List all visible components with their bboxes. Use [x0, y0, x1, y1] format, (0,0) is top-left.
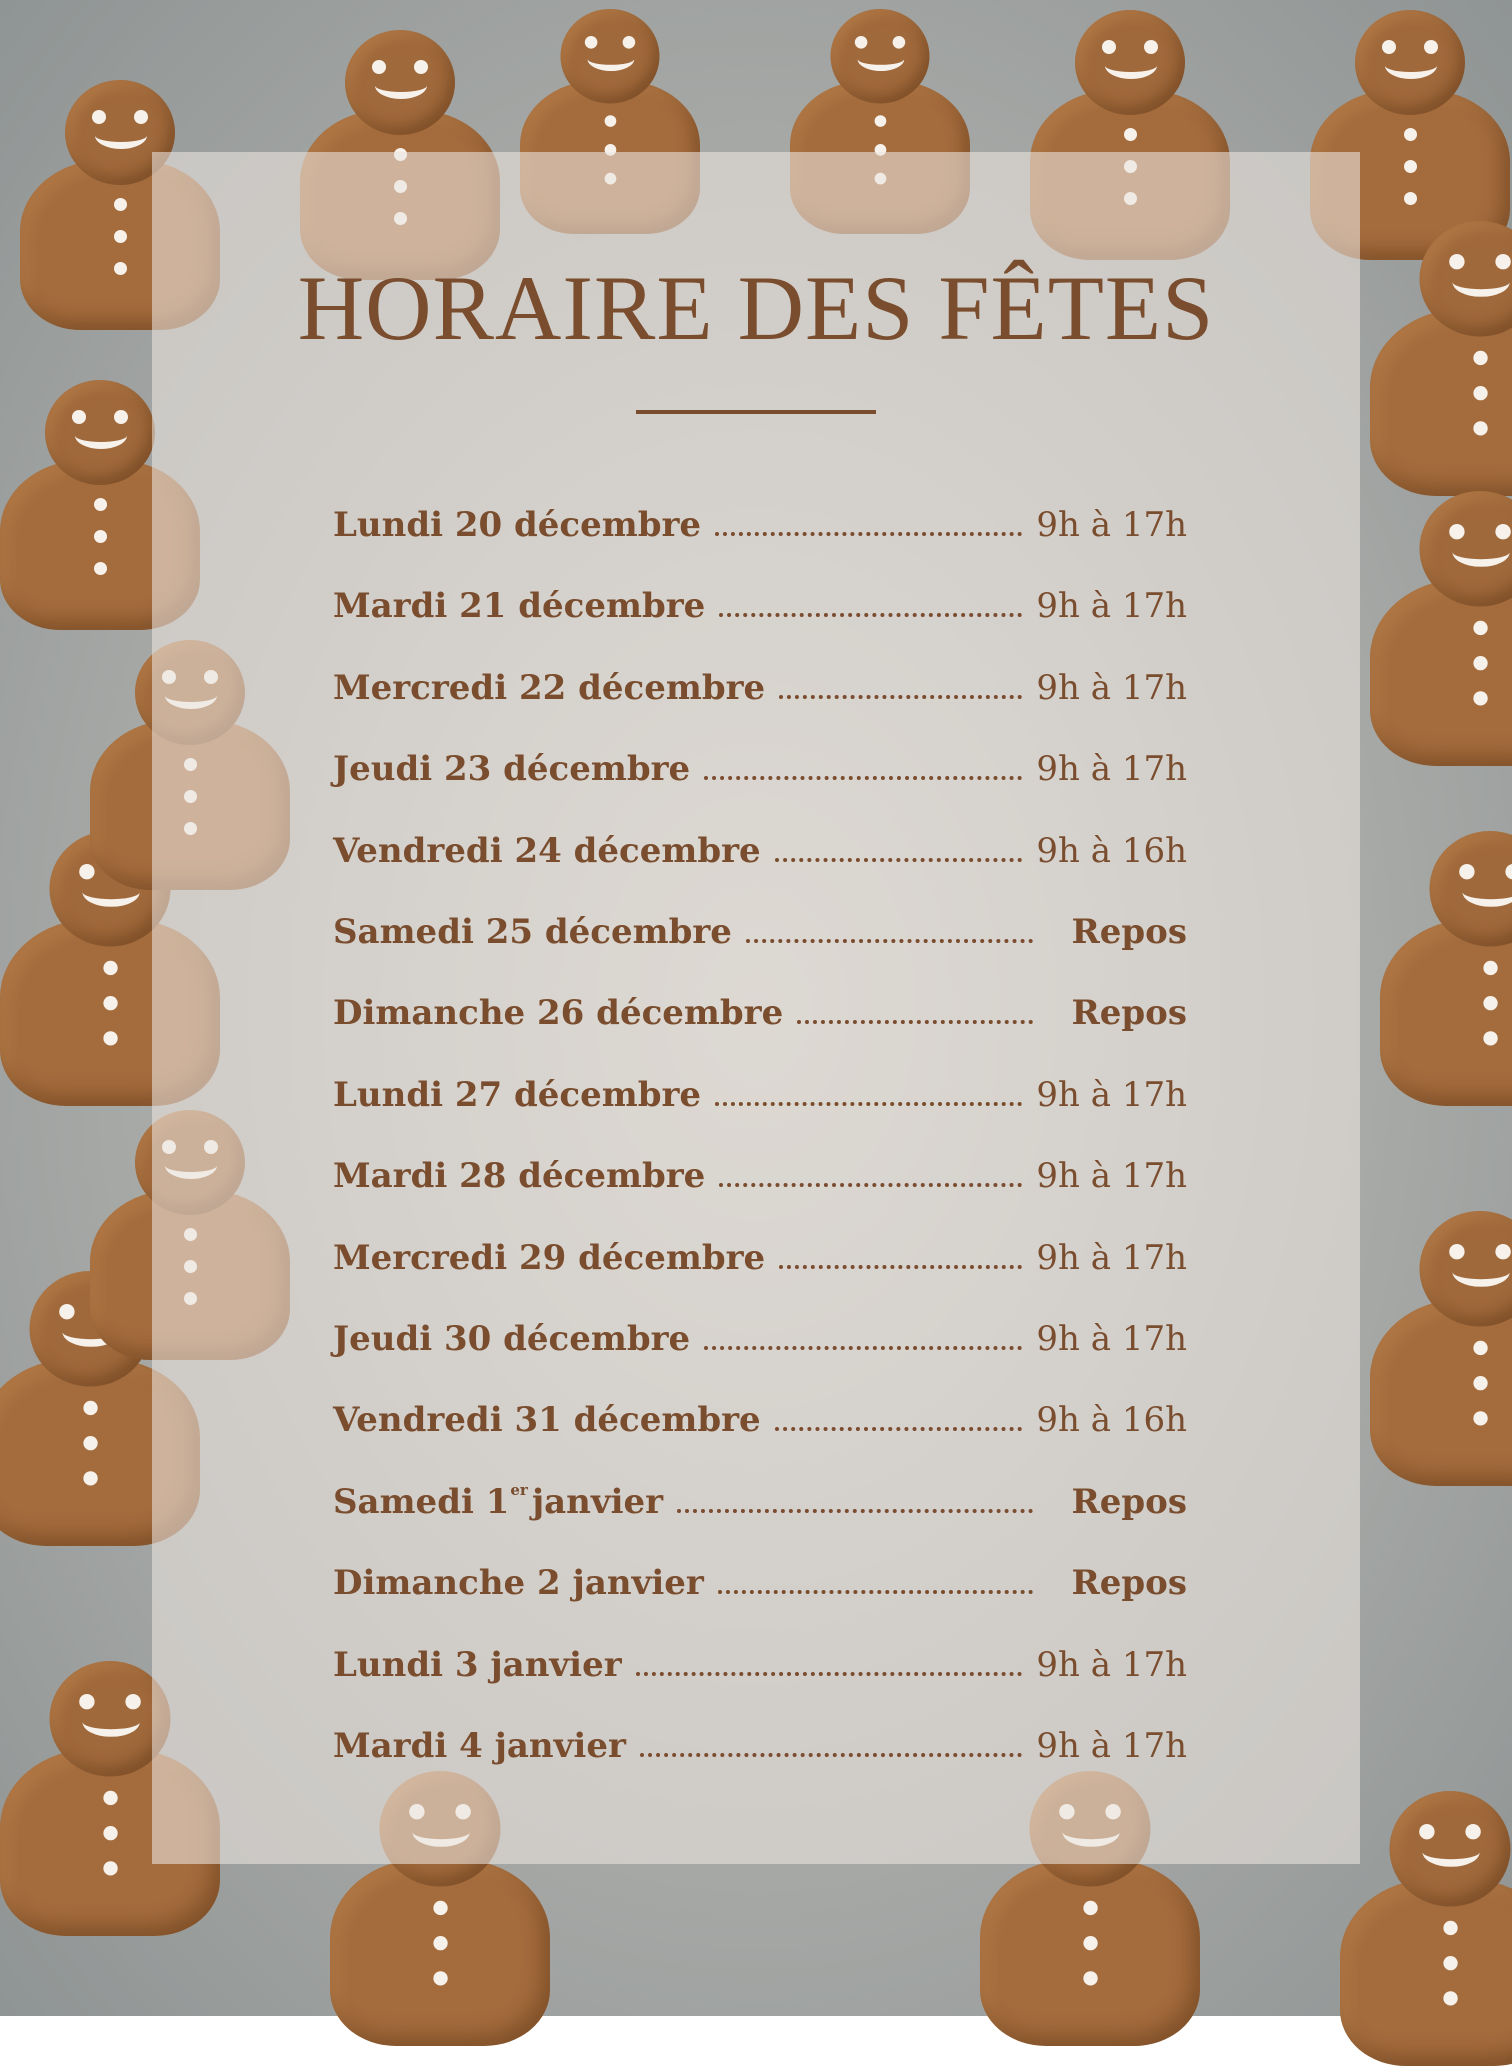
schedule-day: Jeudi 30 décembre	[333, 1319, 691, 1359]
dotted-leader	[640, 1753, 1023, 1757]
schedule-row	[333, 653, 1187, 713]
schedule-hours: 9h à 17h	[1036, 1074, 1187, 1115]
dotted-leader	[775, 1427, 1023, 1431]
schedule-day: Mardi 21 décembre	[333, 586, 706, 627]
schedule-row	[333, 490, 1187, 550]
schedule-row	[333, 1548, 1187, 1608]
schedule-hours: 9h à 17h	[1036, 505, 1187, 545]
dotted-leader	[779, 1265, 1022, 1269]
schedule-hours: 9h à 17h	[1036, 749, 1187, 790]
schedule-day-prefix: Samedi 1	[333, 1481, 510, 1522]
schedule-hours: 9h à 17h	[1036, 1644, 1187, 1685]
schedule-day: Lundi 20 décembre	[333, 505, 702, 545]
schedule-day: Dimanche 2 janvier	[333, 1563, 704, 1604]
dotted-leader	[719, 1183, 1022, 1187]
schedule-hours: Repos	[1071, 993, 1187, 1034]
page-title: HORAIRE DES FÊTES	[297, 257, 1215, 359]
dotted-leader	[746, 939, 1033, 943]
dotted-leader	[779, 695, 1022, 699]
schedule-day: Lundi 27 décembre	[333, 1074, 702, 1115]
schedule-day: Mardi 4 janvier	[333, 1726, 626, 1766]
dotted-leader	[715, 532, 1022, 536]
dotted-leader	[797, 1020, 1033, 1024]
schedule-row	[333, 1223, 1187, 1283]
schedule-hours: Repos	[1071, 1481, 1187, 1522]
title-divider	[636, 410, 876, 414]
dotted-leader	[718, 1590, 1033, 1594]
dotted-leader	[636, 1672, 1023, 1676]
schedule-hours: 9h à 17h	[1036, 667, 1187, 708]
schedule-row	[333, 1385, 1187, 1445]
schedule-row	[333, 734, 1187, 794]
schedule-row	[333, 1630, 1187, 1690]
schedule-hours: 9h à 16h	[1036, 1400, 1187, 1441]
dotted-leader	[704, 1346, 1022, 1350]
dotted-leader	[715, 1102, 1022, 1106]
schedule-row	[333, 978, 1187, 1038]
schedule-hours: 9h à 17h	[1036, 586, 1187, 627]
schedule-day	[333, 1480, 664, 1527]
schedule-day: Lundi 3 janvier	[333, 1644, 622, 1685]
schedule-day: Vendredi 31 décembre	[333, 1400, 761, 1441]
schedule-day: Jeudi 23 décembre	[333, 749, 691, 790]
schedule-day: Samedi 25 décembre	[333, 912, 732, 952]
schedule-row	[333, 1711, 1187, 1771]
schedule-hours: 9h à 17h	[1036, 1156, 1187, 1197]
schedule-row	[333, 1304, 1187, 1364]
schedule-hours: 9h à 17h	[1036, 1726, 1187, 1766]
schedule-day: Mercredi 22 décembre	[333, 667, 766, 708]
schedule-hours: 9h à 16h	[1036, 830, 1187, 871]
dotted-leader	[775, 858, 1023, 862]
schedule-row	[333, 897, 1187, 957]
schedule-day: Mardi 28 décembre	[333, 1156, 706, 1197]
schedule-day: Dimanche 26 décembre	[333, 993, 784, 1034]
dotted-leader	[704, 776, 1022, 780]
schedule-row	[333, 571, 1187, 631]
dotted-leader	[677, 1509, 1033, 1513]
schedule-hours: Repos	[1071, 1563, 1187, 1604]
schedule-day-suffix: janvier	[531, 1481, 664, 1522]
schedule-hours: Repos	[1071, 912, 1187, 952]
schedule-hours: 9h à 17h	[1036, 1319, 1187, 1359]
dotted-leader	[719, 613, 1022, 617]
schedule-day: Mercredi 29 décembre	[333, 1237, 766, 1278]
schedule-hours: 9h à 17h	[1036, 1237, 1187, 1278]
schedule-row	[333, 1060, 1187, 1120]
ordinal-superscript: er	[510, 1480, 528, 1499]
schedule-row	[333, 1467, 1187, 1527]
schedule-day: Vendredi 24 décembre	[333, 830, 761, 871]
schedule-row	[333, 1141, 1187, 1201]
schedule-row	[333, 816, 1187, 876]
